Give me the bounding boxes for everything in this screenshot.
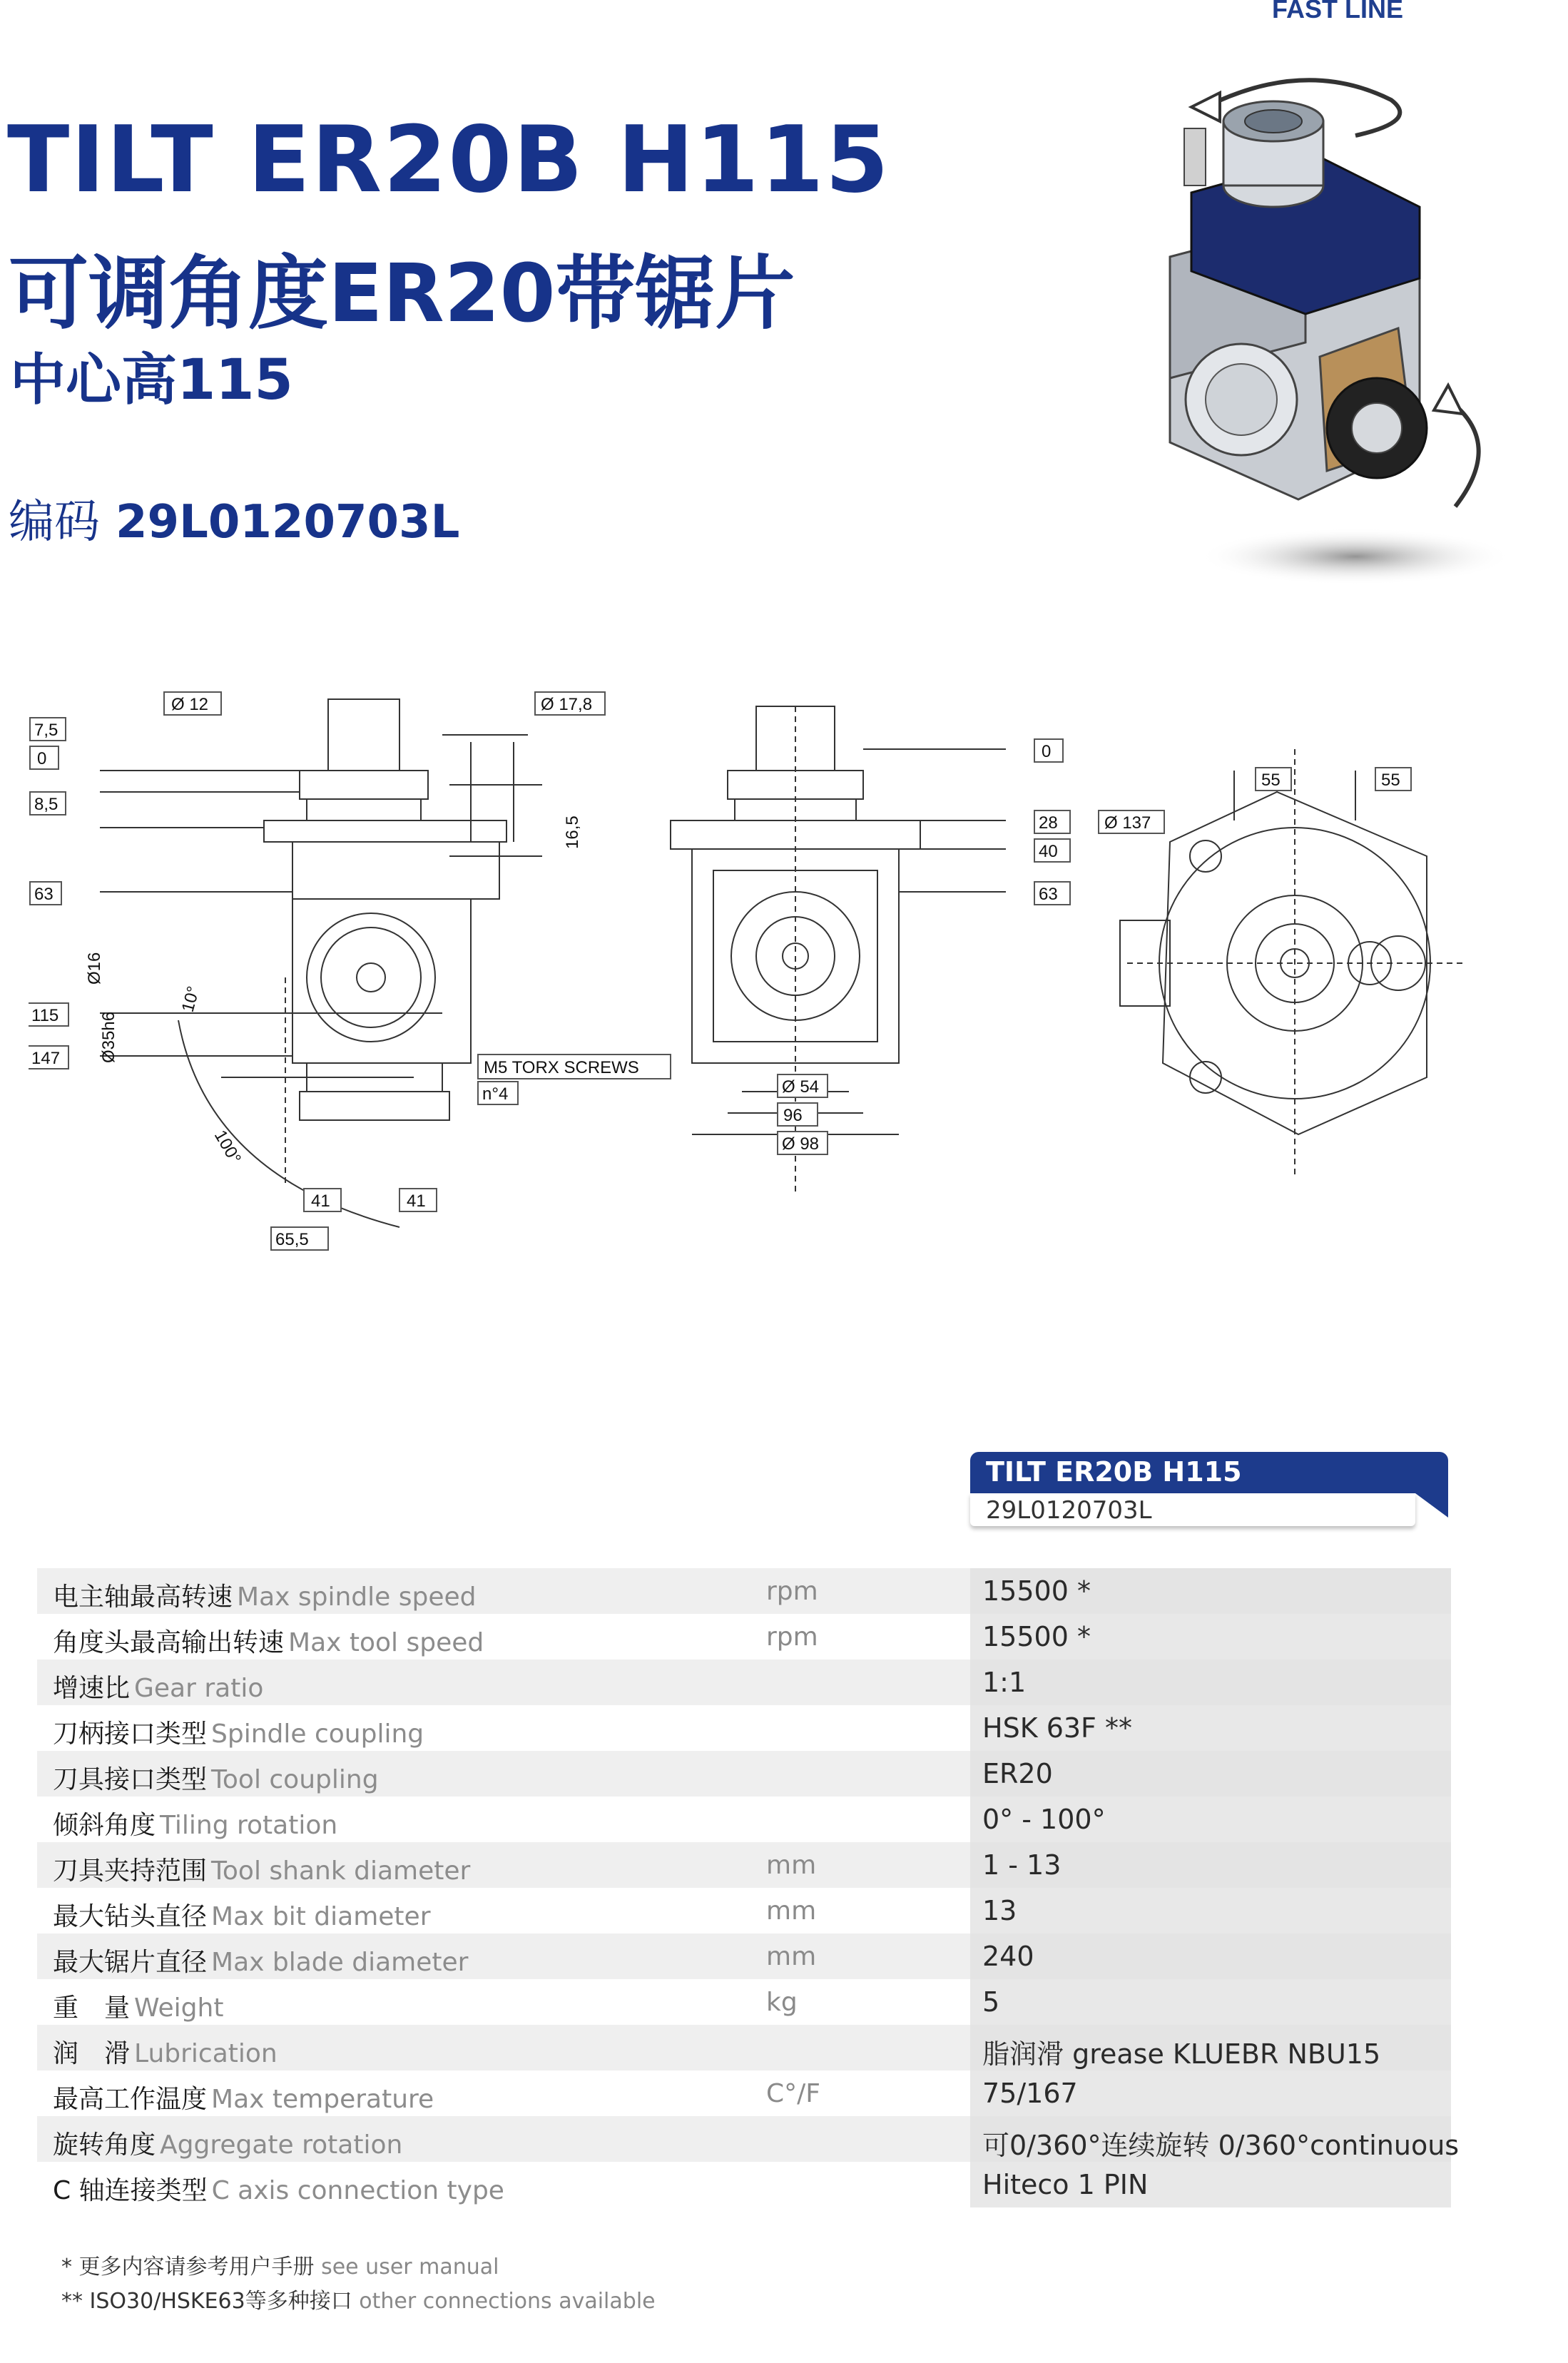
product-title: TILT ER20B H115 xyxy=(7,107,890,213)
spec-label xyxy=(53,1988,223,2024)
spec-label-zh: C 轴连接类型 xyxy=(53,2176,208,2205)
spec-value: 13 xyxy=(982,1895,1017,1926)
spec-label xyxy=(53,1851,470,1887)
spec-unit: kg xyxy=(766,1988,798,2017)
spec-row xyxy=(37,2162,1451,2207)
spec-unit: mm xyxy=(766,1896,817,1926)
svg-text:41: 41 xyxy=(311,1191,330,1211)
footnote-2-en: other connections available xyxy=(359,2289,656,2314)
spec-label-en: Spindle coupling xyxy=(211,1719,424,1749)
svg-text:Ø 17,8: Ø 17,8 xyxy=(541,695,593,714)
spec-value: ER20 xyxy=(982,1758,1053,1789)
spec-label xyxy=(53,2079,434,2115)
svg-text:41: 41 xyxy=(407,1191,426,1211)
svg-text:8,5: 8,5 xyxy=(34,795,58,814)
spec-value-cell xyxy=(970,1888,1451,1933)
spec-label xyxy=(53,1805,337,1841)
svg-text:Ø16: Ø16 xyxy=(85,952,104,985)
spec-label-zh: 刀柄接口类型 xyxy=(53,1719,208,1749)
spec-value: 0° - 100° xyxy=(982,1804,1106,1835)
product-code xyxy=(9,485,459,551)
svg-text:63: 63 xyxy=(34,885,54,904)
spec-label-en: Aggregate rotation xyxy=(160,2130,403,2160)
spec-row xyxy=(37,1933,1451,1979)
spec-value: 脂润滑 grease KLUEBR NBU15 xyxy=(982,2038,1381,2070)
spec-label xyxy=(53,1668,263,1704)
svg-text:Ø35h6: Ø35h6 xyxy=(99,1011,118,1063)
footnote-2-zh: ** ISO30/HSKE63等多种接口 xyxy=(61,2289,352,2314)
svg-text:Ø 98: Ø 98 xyxy=(782,1134,820,1154)
front-view xyxy=(671,706,1006,1191)
spec-label-zh: 刀具夹持范围 xyxy=(53,1856,208,1886)
spec-value-cell xyxy=(970,1933,1451,1979)
spec-label xyxy=(53,1622,484,1659)
spec-unit: rpm xyxy=(766,1622,818,1652)
spec-label-zh: 最高工作温度 xyxy=(53,2085,208,2114)
spec-label-en: Tool shank diameter xyxy=(211,1856,471,1886)
spec-header-tab xyxy=(970,1452,1448,1530)
spec-row xyxy=(37,2116,1460,2162)
spec-value: Hiteco 1 PIN xyxy=(982,2169,1149,2200)
spec-value: 240 xyxy=(982,1941,1034,1972)
svg-text:M5 TORX SCREWS: M5 TORX SCREWS xyxy=(484,1058,639,1077)
spec-label-zh: 旋转角度 xyxy=(53,2130,156,2160)
spec-row xyxy=(37,2070,1451,2116)
svg-text:115: 115 xyxy=(31,1006,59,1025)
svg-text:63: 63 xyxy=(1039,885,1058,904)
spec-unit: rpm xyxy=(766,1577,818,1606)
spec-label-zh: 重 量 xyxy=(53,1993,131,2023)
spec-label-en: Tiling rotation xyxy=(160,1811,338,1840)
spec-label-en: Lubrication xyxy=(134,2039,278,2068)
svg-text:65,5: 65,5 xyxy=(275,1230,309,1249)
svg-text:0: 0 xyxy=(1042,742,1052,761)
spec-value: 5 xyxy=(982,1986,1000,2018)
spec-label-en: Max spindle speed xyxy=(237,1582,477,1612)
technical-drawing xyxy=(29,678,1512,1270)
svg-text:147: 147 xyxy=(31,1049,61,1068)
spec-unit: C°/F xyxy=(766,2079,820,2108)
spec-row xyxy=(37,1888,1451,1933)
spec-label xyxy=(53,1759,379,1796)
spec-row xyxy=(37,1842,1451,1888)
spec-label-zh: 增速比 xyxy=(53,1674,131,1703)
svg-text:28: 28 xyxy=(1039,813,1058,833)
spec-row xyxy=(37,1614,1451,1660)
svg-text:16,5: 16,5 xyxy=(563,815,582,849)
spec-row xyxy=(37,2025,1451,2070)
brand-label: FAST LINE xyxy=(1272,0,1404,24)
spec-row xyxy=(37,1568,1451,1614)
spec-label-zh: 润 滑 xyxy=(53,2039,131,2068)
spec-unit: mm xyxy=(766,1942,817,1971)
spec-label xyxy=(53,2125,402,2161)
spec-unit: mm xyxy=(766,1851,817,1880)
spec-label-en: Max temperature xyxy=(211,2085,434,2114)
spec-row xyxy=(37,1797,1451,1842)
spec-label xyxy=(53,1577,477,1613)
spec-label-en: Max blade diameter xyxy=(211,1948,469,1977)
svg-text:55: 55 xyxy=(1381,771,1400,790)
product-code-value: 29L0120703L xyxy=(116,496,460,549)
svg-text:40: 40 xyxy=(1039,842,1058,861)
spec-value: 1:1 xyxy=(982,1667,1027,1698)
spec-label-zh: 最大锯片直径 xyxy=(53,1948,208,1977)
spec-value-cell xyxy=(970,1660,1451,1705)
spec-value: HSK 63F ** xyxy=(982,1712,1132,1744)
spec-row xyxy=(37,1751,1451,1797)
product-code-label: 编码 xyxy=(9,496,100,549)
spec-label xyxy=(53,1896,431,1933)
spec-code-box xyxy=(970,1493,1415,1526)
spec-value: 15500 * xyxy=(982,1621,1091,1652)
center-height-label: 中心高115 xyxy=(10,348,293,412)
footnote-2 xyxy=(61,2283,656,2314)
spec-label-en: C axis connection type xyxy=(211,2176,504,2205)
spec-label-en: Weight xyxy=(134,1993,224,2023)
spec-label-en: Max bit diameter xyxy=(211,1902,431,1931)
svg-text:Ø 54: Ø 54 xyxy=(782,1077,820,1097)
spec-label xyxy=(53,2170,504,2207)
spec-row xyxy=(37,1705,1451,1751)
spec-header-bar xyxy=(970,1452,1448,1493)
tab-notch xyxy=(1415,1493,1448,1518)
spec-label-zh: 角度头最高输出转速 xyxy=(53,1628,285,1657)
spec-code-label: 29L0120703L xyxy=(986,1496,1152,1525)
spec-value: 可0/360°连续旋转 0/360°continuous xyxy=(982,2130,1460,2161)
spec-table xyxy=(37,1568,1460,2207)
spec-label-zh: 倾斜角度 xyxy=(53,1811,156,1840)
product-image xyxy=(1120,43,1519,599)
footnote-1-en: see user manual xyxy=(321,2255,499,2280)
svg-text:100°: 100° xyxy=(210,1127,245,1167)
top-view xyxy=(1120,749,1462,1177)
spec-label-en: Tool coupling xyxy=(211,1765,379,1794)
spec-label xyxy=(53,1714,424,1750)
svg-text:55: 55 xyxy=(1261,771,1281,790)
spec-row xyxy=(37,1660,1451,1705)
side-view xyxy=(100,699,542,1270)
spec-model-label: TILT ER20B H115 xyxy=(986,1456,1242,1488)
spec-label-en: Gear ratio xyxy=(134,1674,264,1703)
spec-label-zh: 最大钻头直径 xyxy=(53,1902,208,1931)
spec-value: 75/167 xyxy=(982,2078,1078,2109)
svg-text:0: 0 xyxy=(37,749,47,768)
footnote-1 xyxy=(61,2249,499,2280)
svg-text:10°: 10° xyxy=(178,984,204,1015)
product-subtitle-cn: 可调角度ER20带锯片 xyxy=(9,248,795,340)
svg-text:7,5: 7,5 xyxy=(34,721,58,740)
dim-label: Ø 12 xyxy=(171,695,209,714)
spec-label-zh: 刀具接口类型 xyxy=(53,1765,208,1794)
spec-value-cell xyxy=(970,1979,1451,2025)
footnote-1-zh: * 更多内容请参考用户手册 xyxy=(61,2255,315,2280)
svg-text:96: 96 xyxy=(783,1106,803,1125)
spec-label-zh: 电主轴最高转速 xyxy=(53,1582,233,1612)
svg-text:Ø 137: Ø 137 xyxy=(1104,813,1151,833)
spec-label-en: Max tool speed xyxy=(288,1628,484,1657)
spec-label xyxy=(53,2033,278,2070)
spec-value: 1 - 13 xyxy=(982,1849,1062,1881)
spec-label xyxy=(53,1942,468,1978)
spec-row xyxy=(37,1979,1451,2025)
spec-value: 15500 * xyxy=(982,1575,1091,1607)
svg-text:n°4: n°4 xyxy=(482,1084,509,1104)
